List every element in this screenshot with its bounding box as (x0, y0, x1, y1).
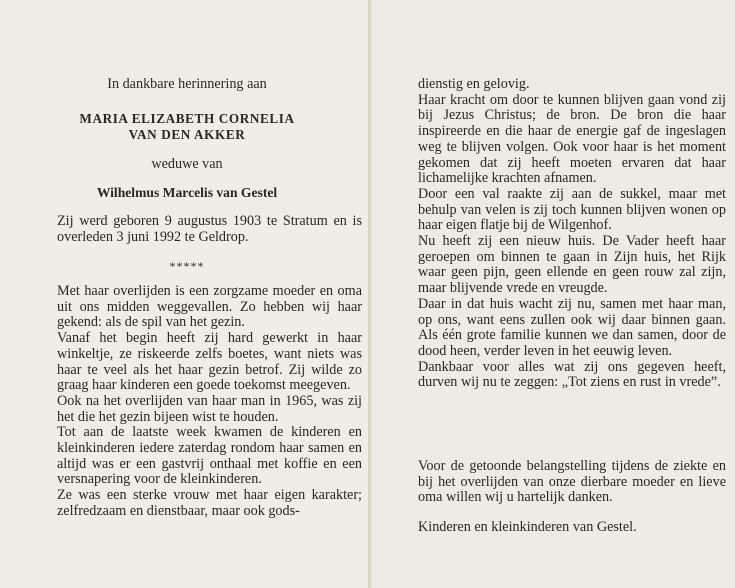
widow-of-line: weduwe van (151, 156, 223, 172)
paragraph: Haar kracht om door te kunnen blijven gaan vond zij bij Jezus Christus; de bron. De bron die haar inspireerde en die haar de energie gaf de ingeslagen weg te blijven volgen. Ook voor haar is het moment gekomen dat zij heeft moeten ervaren dat haar lichamelijke krachten afnamen. (418, 91, 726, 187)
paragraph: Nu heeft zij een nieuw huis. De Vader heeft haar geroepen om binnen te gaan in Zijn huis, het Rijk waar geen pijn, geen ellende en geen rouw zal zijn, maar blijvende vrede en vreugde. (418, 233, 726, 297)
signature-line: Kinderen en kleinkinderen van Gestel. (418, 519, 637, 535)
thanks-text (418, 459, 726, 506)
birth-death-paragraph: Zij werd geboren 9 augustus 1903 te Stratum en is overleden 3 juni 1992 te Geldrop. (57, 213, 362, 245)
birth-death-text (57, 214, 362, 245)
paragraph: dienstig en gelovig. (418, 76, 530, 92)
left-body-text (57, 284, 362, 520)
deceased-name (6, 111, 368, 143)
paragraph: Dankbaar voor alles wat zij ons gegeven heeft, durven wij nu te zeggen: „Tot ziens en rust in vrede”. (418, 358, 726, 391)
paragraph: Met haar overlijden is een zorgzame moeder en oma uit ons midden weggevallen. Zo hebben wij haar gekend: als de spil van het gezin. (57, 283, 362, 331)
husband-name: Wilhelmus Marcelis van Gestel (96, 185, 278, 200)
paragraph: Tot aan de laatste week kwamen de kinderen en kleinkinderen iedere zaterdag rondom haar samen en altijd was er een gastvrij onthaal met koffie en een versnapering voor de kleinkinderen. (57, 424, 362, 488)
right-page (372, 0, 729, 588)
signature-text (418, 520, 726, 536)
name-line-2: VAN DEN AKKER (128, 127, 246, 142)
paragraph: Door een val raakte zij aan de sukkel, maar met behulp van velen is zij toch kunnen blijven wonen op haar eigen flatje bij de Wilgenhof. (418, 185, 726, 234)
paragraph: Ook na het overlijden van haar man in 1965, was zij het die het gezin bijeen wist te houden. (57, 392, 362, 425)
thanks-paragraph: Voor de getoonde belangstelling tijdens de ziekte en bij het overlijden van onze dierbare moeder en lieve oma willen wij u hartelijk danken. (418, 458, 726, 506)
separator-stars: ***** (169, 259, 205, 273)
left-page (6, 0, 368, 588)
intro-line: In dankbare herinnering aan (107, 76, 267, 92)
paragraph: Ze was een sterke vrouw met haar eigen karakter; zelfredzaam en dienstbaar, maar ook gods- (57, 487, 362, 519)
paragraph: Vanaf het begin heeft zij hard gewerkt in haar winkeltje, ze riskeerde zelfs boetes, want niets was haar te veel als het haar gezin betrof. Zij wilde zo graag haar kinderen een goede toekomst meegeven. (57, 330, 362, 394)
name-line-1: MARIA ELIZABETH CORNELIA (79, 111, 295, 126)
right-body-text (418, 77, 726, 391)
paragraph: Daar in dat huis wacht zij nu, samen met haar man, op ons, want eens zullen ook wij daar binnen gaan. Als één grote familie kunnen we dan samen, door de dood heen, verder leven in het eeuwig leven. (418, 295, 726, 359)
